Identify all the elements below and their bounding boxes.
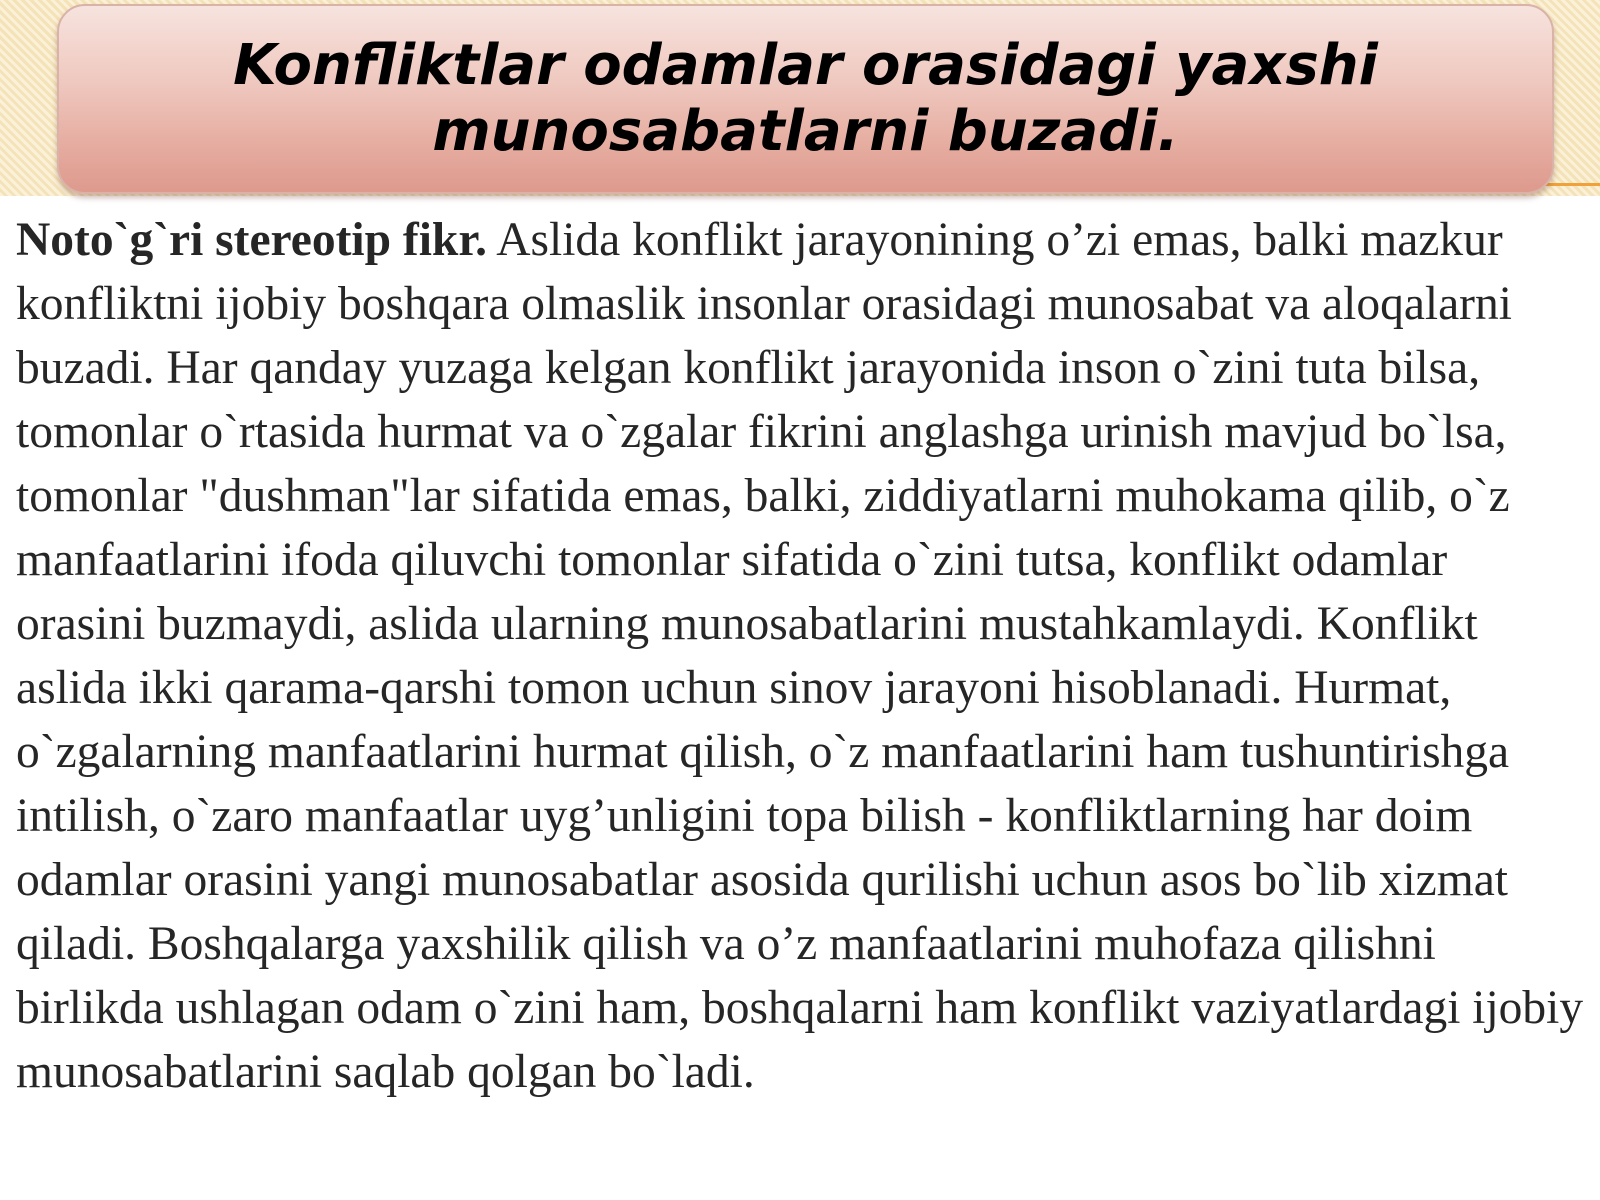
body-paragraph: Aslida konflikt jarayonining o’zi emas, balki mazkur konfliktni ijobiy boshqara olmaslik insonlar orasidagi munosabat va aloqalarni buzadi. Har qanday yuzaga kelgan konflikt jarayonida inson o`zini tuta bilsa, tomonlar o`rtasida hurmat va o`zgalar fikrini anglashga urinish mavjud bo`lsa, tomonlar "dushman"lar sifatida emas, balki, ziddiyatlarni muhokama qilib, o`z manfaatlarini ifoda qiluvchi tomonlar sifatida o`zini tutsa, konflikt odamlar orasini buzmaydi, aslida ularning munosabatlarini mustahkamlaydi. Konflikt aslida ikki qarama-qarshi tomon uchun sinov jarayoni hisoblanadi. Hurmat, o`zgalarning manfaatlarini hurmat qilish, o`z manfaatlarini ham tushuntirishga intilish, o`zaro manfaatlar uyg’unligini topa bilish - konfliktlarning har doim odamlar orasini yangi munosabatlar asosida qurilishi uchun asos bo`lib xizmat qiladi. Boshqalarga yaxshilik qilish va o’z manfaatlarini muhofaza qilishni birlikda ushlagan odam o`zini ham, boshqalarni ham konflikt vaziyatlardagi ijobiy munosabatlarini saqlab qolgan bo`ladi.	[16, 214, 1584, 1098]
slide-body	[16, 208, 1588, 1104]
slide-title: Konfliktlar odamlar orasidagi yaxshi munosabatlarni buzadi.	[233, 33, 1378, 164]
lead-phrase: Noto`g`ri stereotip fikr.	[16, 214, 487, 266]
title-box	[57, 4, 1554, 194]
